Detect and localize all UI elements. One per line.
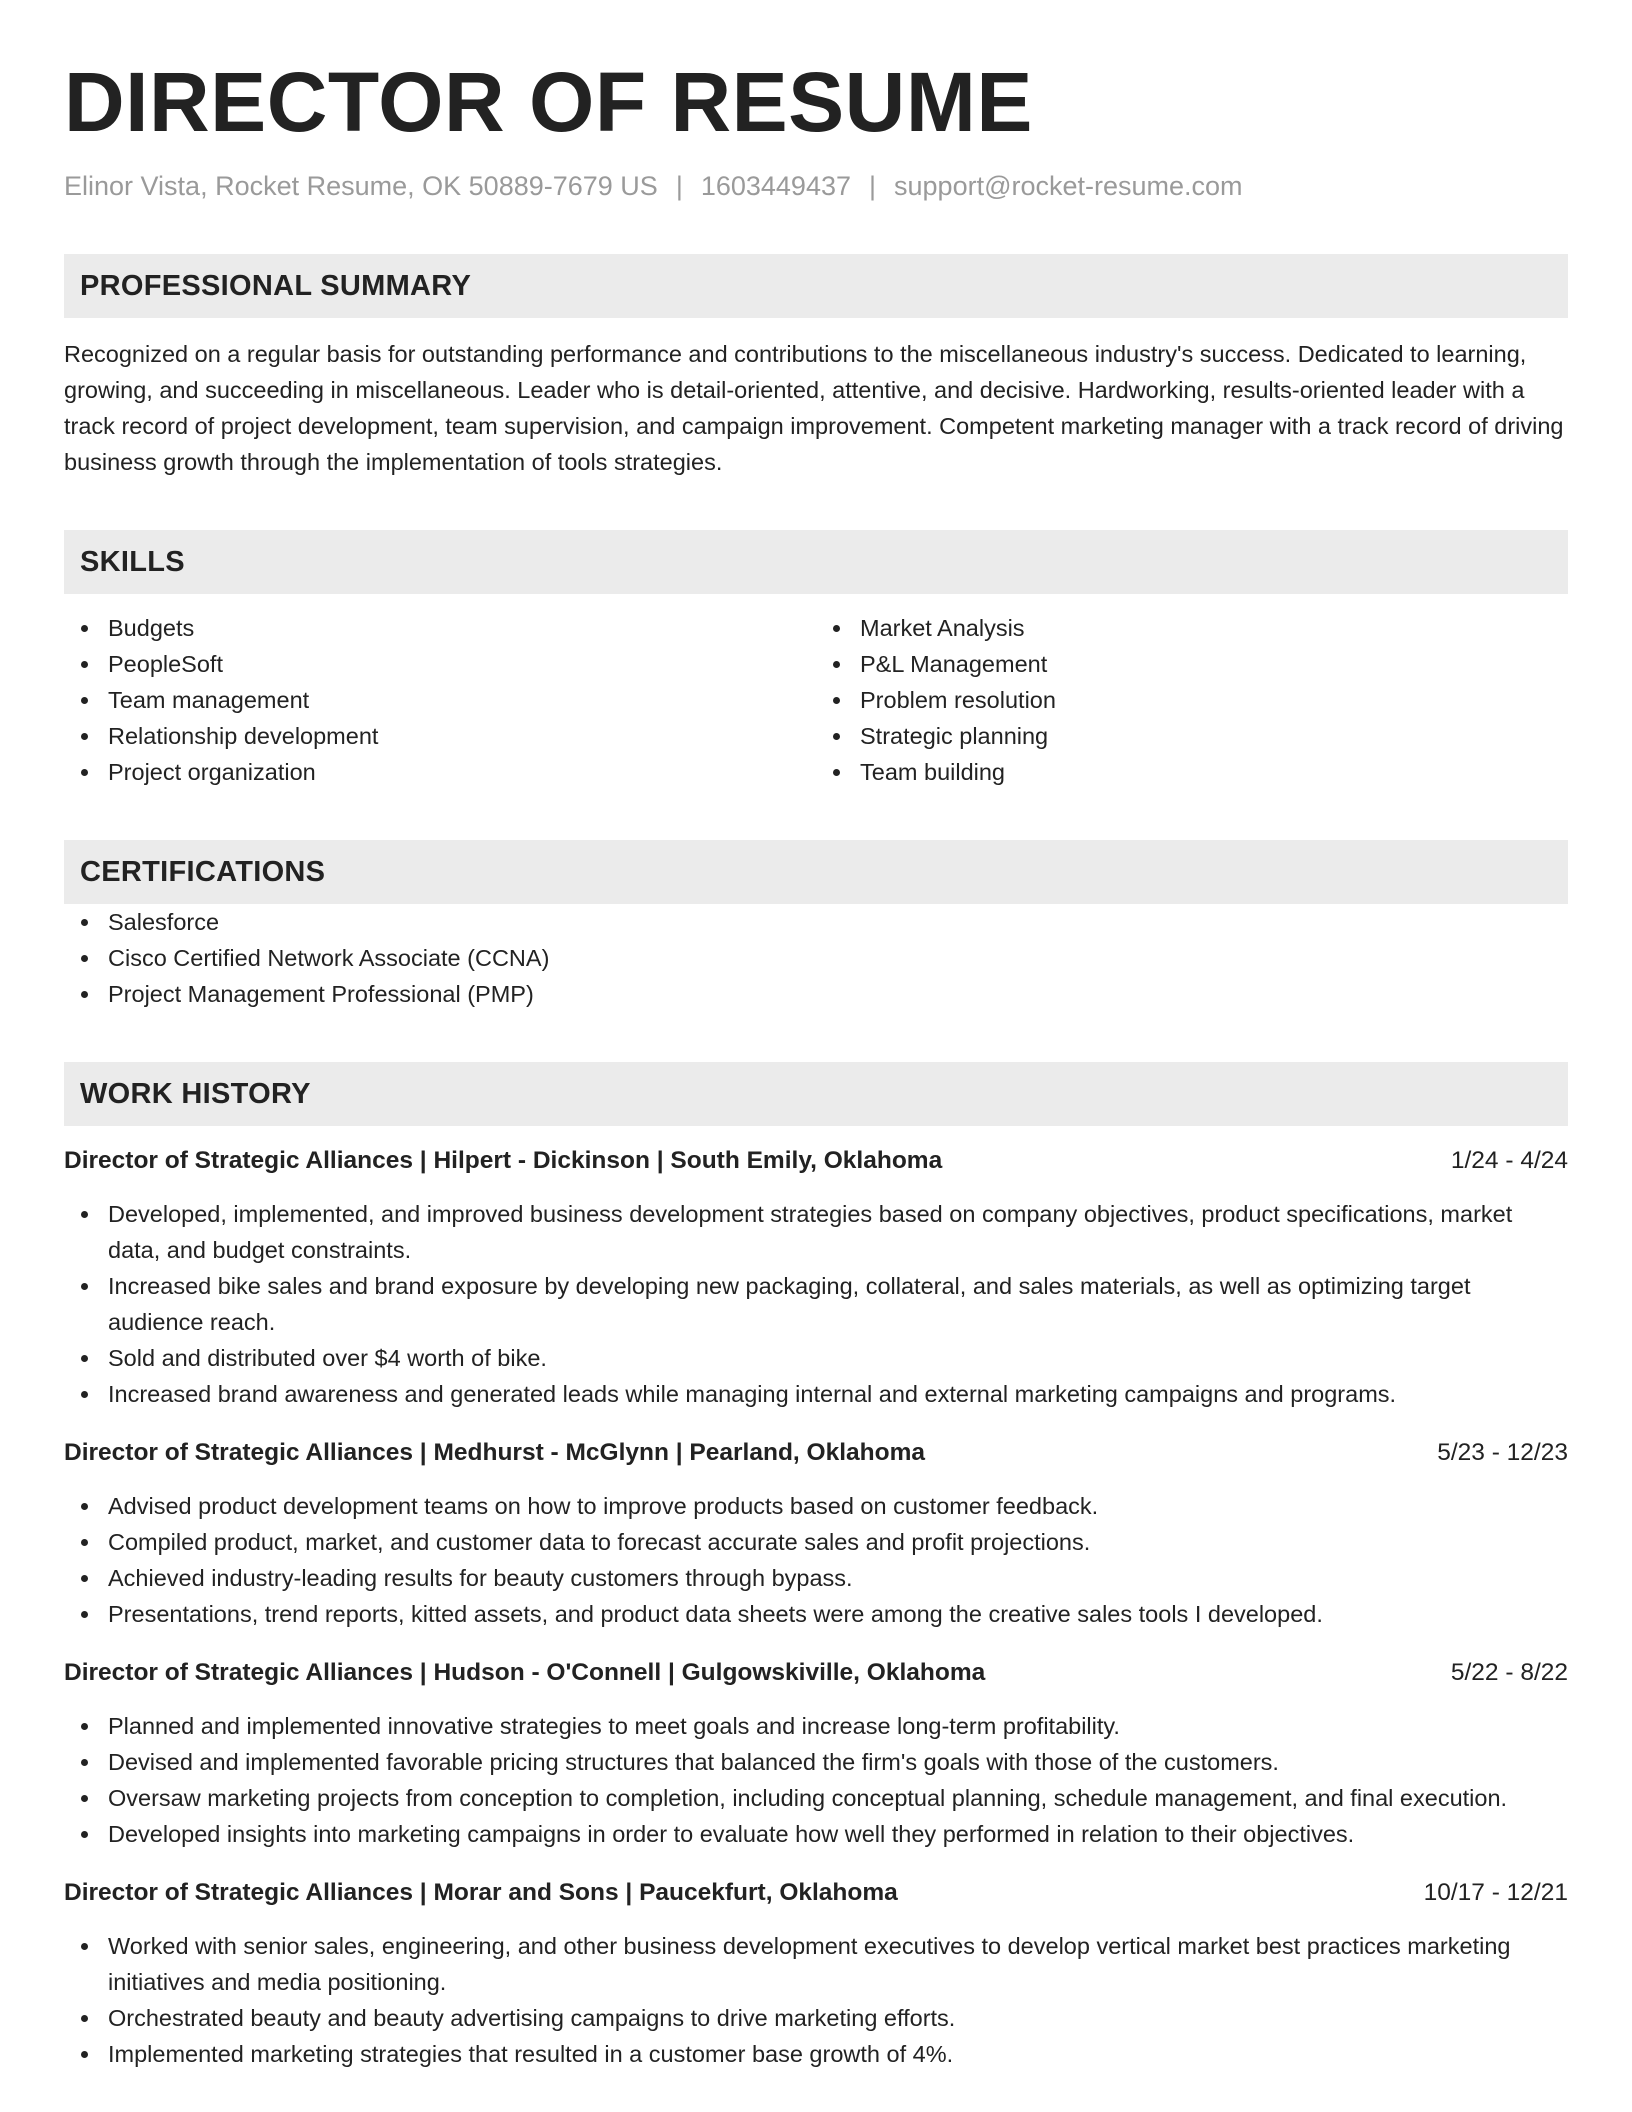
job-title: Director of Strategic Alliances | Hilpert - Dickinson | South Emily, Oklahoma (64, 1147, 943, 1175)
job-bullet: Increased brand awareness and generated leads while managing internal and external marketing campaigns and programs. (64, 1376, 1568, 1412)
skills-section (64, 530, 1568, 790)
job-dates: 5/23 - 12/23 (1437, 1439, 1568, 1467)
skills-column-right (816, 610, 1568, 790)
certifications-section (64, 840, 1568, 1012)
skills-column-left (64, 610, 816, 790)
job-title: Director of Strategic Alliances | Morar and Sons | Paucekfurt, Oklahoma (64, 1879, 898, 1907)
contact-email: support@rocket-resume.com (894, 171, 1243, 201)
job-bullet: Orchestrated beauty and beauty advertising campaigns to drive marketing efforts. (64, 2000, 1568, 2036)
job-title: Director of Strategic Alliances | Hudson - O'Connell | Gulgowskiville, Oklahoma (64, 1659, 986, 1687)
certification-item: Cisco Certified Network Associate (CCNA) (64, 940, 1568, 976)
certification-item: Project Management Professional (PMP) (64, 976, 1568, 1012)
contact-address: Elinor Vista, Rocket Resume, OK 50889-7679 US (64, 171, 658, 201)
job-dates: 5/22 - 8/22 (1450, 1659, 1568, 1687)
summary-text: Recognized on a regular basis for outstanding performance and contributions to the miscellaneous industry's success. Dedicated to learning, growing, and succeeding in miscellaneous. Leader who is detail-oriented, attentive, and decisive. Hardworking, results-oriented leader with a track record of project development, team supervision, and campaign improvement. Competent marketing manager with a track record of driving business growth through the implementation of tools strategies. (64, 341, 1564, 476)
job-bullets (64, 1928, 1568, 2072)
job-dates: 10/17 - 12/21 (1423, 1879, 1568, 1907)
summary-heading: PROFESSIONAL SUMMARY (64, 254, 1568, 318)
job-bullet: Advised product development teams on how to improve products based on customer feedback. (64, 1488, 1568, 1524)
job-bullet: Compiled product, market, and customer data to forecast accurate sales and profit projections. (64, 1524, 1568, 1560)
job-title: Director of Strategic Alliances | Medhurst - McGlynn | Pearland, Oklahoma (64, 1439, 925, 1467)
contact-line (64, 170, 1568, 202)
resume-header (64, 55, 1568, 202)
work-history-heading: WORK HISTORY (64, 1062, 1568, 1126)
job-entry (64, 1876, 1568, 2072)
job-bullet: Increased bike sales and brand exposure by developing new packaging, collateral, and sales materials, as well as optimizing target audience reach. (64, 1268, 1568, 1340)
work-history-section (64, 1062, 1568, 2072)
job-bullet: Sold and distributed over $4 worth of bike. (64, 1340, 1568, 1376)
job-bullet: Presentations, trend reports, kitted assets, and product data sheets were among the creative sales tools I developed. (64, 1596, 1568, 1632)
job-bullet: Devised and implemented favorable pricing structures that balanced the firm's goals with those of the customers. (64, 1744, 1568, 1780)
job-header (64, 1144, 1568, 1178)
skill-item: P&L Management (816, 646, 1568, 682)
job-dates: 1/24 - 4/24 (1450, 1147, 1568, 1175)
skills-list-left (64, 610, 816, 790)
skill-item: Strategic planning (816, 718, 1568, 754)
job-bullets (64, 1708, 1568, 1852)
skill-item: Relationship development (64, 718, 816, 754)
certifications-heading: CERTIFICATIONS (64, 840, 1568, 904)
job-header (64, 1656, 1568, 1690)
skill-item: Project organization (64, 754, 816, 790)
skill-item: Market Analysis (816, 610, 1568, 646)
job-bullet: Worked with senior sales, engineering, and other business development executives to develop vertical market best practices marketing initiatives and media positioning. (64, 1928, 1568, 2000)
certification-item: Salesforce (64, 904, 1568, 940)
skill-item: Problem resolution (816, 682, 1568, 718)
skill-item: Team management (64, 682, 816, 718)
resume-name: DIRECTOR OF RESUME (64, 55, 1033, 149)
job-bullet: Oversaw marketing projects from conception to completion, including conceptual planning, schedule management, and final execution. (64, 1780, 1568, 1816)
summary-section (64, 254, 1568, 480)
job-bullet: Developed, implemented, and improved business development strategies based on company objectives, product specifications, market data, and budget constraints. (64, 1196, 1568, 1268)
skills-list-right (816, 610, 1568, 790)
job-bullet: Achieved industry-leading results for beauty customers through bypass. (64, 1560, 1568, 1596)
job-bullet: Implemented marketing strategies that resulted in a customer base growth of 4%. (64, 2036, 1568, 2072)
job-header (64, 1876, 1568, 1910)
job-header (64, 1436, 1568, 1470)
skills-heading: SKILLS (64, 530, 1568, 594)
contact-phone: 1603449437 (700, 171, 851, 201)
contact-separator: | (675, 171, 683, 201)
job-entry (64, 1144, 1568, 1412)
contact-separator: | (869, 171, 877, 201)
job-entry (64, 1436, 1568, 1632)
job-entry (64, 1656, 1568, 1852)
job-bullet: Developed insights into marketing campaigns in order to evaluate how well they performed in relation to their objectives. (64, 1816, 1568, 1852)
job-bullet: Planned and implemented innovative strategies to meet goals and increase long-term profitability. (64, 1708, 1568, 1744)
skill-item: PeopleSoft (64, 646, 816, 682)
certifications-list (64, 904, 1568, 1012)
job-bullets (64, 1196, 1568, 1412)
skill-item: Budgets (64, 610, 816, 646)
job-bullets (64, 1488, 1568, 1632)
skill-item: Team building (816, 754, 1568, 790)
skills-grid (64, 610, 1568, 790)
